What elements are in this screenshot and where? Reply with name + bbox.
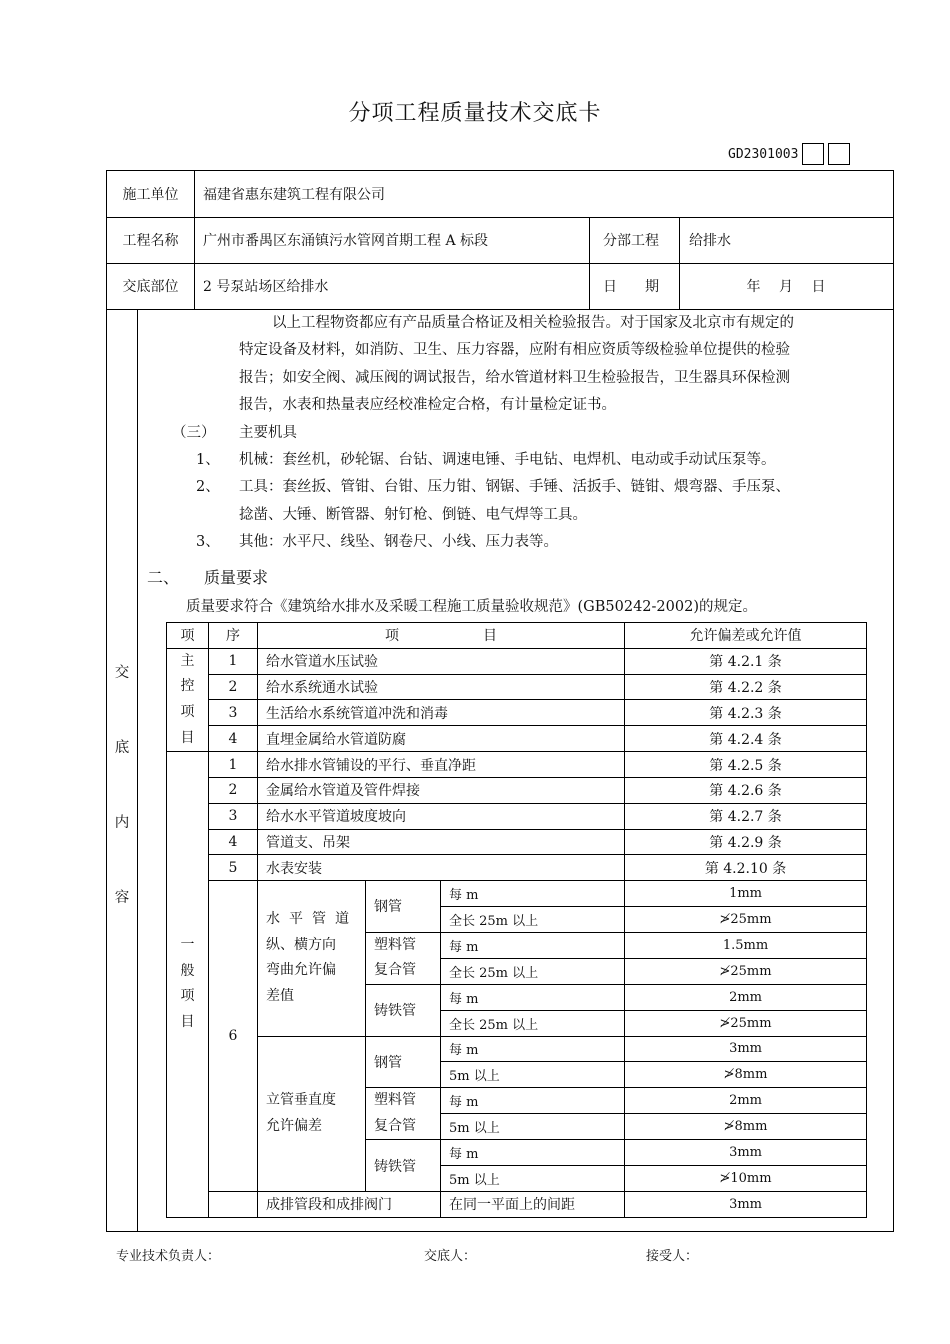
table-row [167, 1036, 867, 1062]
row-value: 2mm [625, 1088, 867, 1114]
label-char: 目 [180, 1014, 195, 1031]
quality-standards-table [166, 622, 867, 1218]
row-item: 管道支、吊架 [258, 829, 625, 855]
row-item: 给水排水管铺设的平行、垂直净距 [258, 752, 625, 778]
material-name: 铸铁管 [374, 1158, 416, 1175]
discloser-signature: 交底人： [424, 1249, 477, 1264]
vertical-deviation-label [258, 1036, 366, 1191]
receiver-signature: 接受人： [646, 1249, 699, 1264]
label-char: 项 [180, 988, 195, 1005]
unit-value: 福建省惠东建筑工程有限公司 [203, 187, 385, 203]
side-label-char: 内 [114, 815, 130, 831]
condition: 每 m [441, 881, 625, 907]
material-name: 复合管 [374, 1117, 416, 1134]
row-item: 给水水平管道坡度坡向 [258, 803, 625, 829]
material-name: 复合管 [374, 962, 416, 979]
label-line: 纵、横方向 [266, 936, 336, 953]
section2-title: 质量要求 [204, 568, 269, 587]
table-row [167, 829, 867, 855]
table-row [167, 777, 867, 803]
row-seq: 1 [209, 648, 258, 674]
paragraph-line: 报告；如安全阀、减压阀的调试报告，给水管道材料卫生检验报告，卫生器具环保检测 [239, 369, 790, 386]
row-seq: 2 [209, 674, 258, 700]
condition: 每 m [441, 1088, 625, 1114]
material-name: 铸铁管 [374, 1003, 416, 1020]
row-value: 第 4.2.2 条 [625, 674, 867, 700]
part-label: 交底部位 [122, 279, 179, 295]
tool-text: 工具：套丝扳、管钳、台钳、压力钳、钢锯、手锤、活扳手、链钳、煨弯器、手压泵、 [239, 479, 790, 496]
label-char: 主 [180, 652, 195, 669]
row-value: 第 4.2.5 条 [625, 752, 867, 778]
row-seq: 3 [209, 803, 258, 829]
header-allow: 允许偏差或允许值 [625, 623, 867, 649]
code-box-2 [828, 143, 850, 165]
section2-number: 二、 [147, 568, 180, 587]
row-value: 3mm [625, 1140, 867, 1166]
table-row [167, 881, 867, 907]
tool-text-continued: 捻凿、大锤、断管器、射钉枪、倒链、电气焊等工具。 [239, 506, 587, 523]
row-seq: 2 [209, 777, 258, 803]
row-value: ≯8mm [625, 1062, 867, 1088]
section3-title: 主要机具 [239, 424, 297, 441]
row-item: 直埋金属给水管道防腐 [258, 726, 625, 752]
label-char: 目 [180, 729, 195, 746]
table-row [167, 648, 867, 674]
division-value: 给排水 [689, 233, 731, 249]
row-value: ≯25mm [625, 906, 867, 932]
row-value: 第 4.2.9 条 [625, 829, 867, 855]
condition: 在同一平面上的间距 [441, 1191, 625, 1217]
material-name: 塑料管 [374, 936, 416, 953]
side-label-char: 底 [114, 740, 130, 756]
part-value: 2 号泵站场区给排水 [203, 279, 329, 295]
label-char: 项 [180, 703, 195, 720]
table-row [167, 803, 867, 829]
tech-lead-signature: 专业技术负责人： [116, 1249, 221, 1264]
label-char: 控 [180, 678, 195, 695]
row-item: 水表安装 [258, 855, 625, 881]
material-cell [366, 1088, 441, 1140]
side-column-divider [137, 309, 138, 1231]
project-value: 广州市番禺区东涌镇污水管网首期工程 A 标段 [203, 233, 489, 249]
date-label: 日 期 [603, 279, 659, 295]
row-value: 2mm [625, 984, 867, 1010]
table-row [167, 700, 867, 726]
row-value: 第 4.2.1 条 [625, 648, 867, 674]
document-code [728, 142, 850, 166]
label-char: 般 [180, 962, 195, 979]
row-value: ≯8mm [625, 1114, 867, 1140]
row-value: 3mm [625, 1191, 867, 1217]
label-line: 允许偏差 [266, 1117, 322, 1134]
quality-intro: 质量要求符合《建筑给水排水及采暖工程施工质量验收规范》(GB50242-2002)的规定。 [186, 599, 757, 615]
table-row [167, 674, 867, 700]
row-item: 成排管段和成排阀门 [258, 1191, 441, 1217]
row-seq: 4 [209, 726, 258, 752]
material-cell [366, 984, 441, 1036]
col-divider [194, 171, 195, 309]
document-code-text: GD2301003 [728, 146, 799, 162]
condition: 全长 25m 以上 [441, 1010, 625, 1036]
label-line: 差值 [266, 987, 294, 1004]
unit-label: 施工单位 [122, 187, 179, 203]
material-name: 塑料管 [374, 1092, 416, 1109]
row-seq: 4 [209, 829, 258, 855]
main-control-label [167, 648, 209, 751]
label-line: 水平管道 [266, 911, 358, 928]
code-box-1 [802, 143, 824, 165]
table-header-row [167, 623, 867, 649]
row-value: 1mm [625, 881, 867, 907]
row-value: 第 4.2.6 条 [625, 777, 867, 803]
row-value: ≯10mm [625, 1166, 867, 1192]
condition: 全长 25m 以上 [441, 958, 625, 984]
condition: 每 m [441, 932, 625, 958]
row-seq: 5 [209, 855, 258, 881]
material-cell [366, 1036, 441, 1088]
header-item: 项 目 [258, 623, 625, 649]
row-value: ≯25mm [625, 1010, 867, 1036]
tool-text: 机械：套丝机，砂轮锯、台钻、调速电锤、手电钻、电焊机、电动或手动试压泵等。 [239, 452, 776, 468]
row-item: 给水系统通水试验 [258, 674, 625, 700]
material-cell [366, 881, 441, 933]
condition: 每 m [441, 1140, 625, 1166]
row-value: 第 4.2.10 条 [625, 855, 867, 881]
row-seq: 6 [209, 881, 258, 1192]
table-row [167, 1191, 867, 1217]
material-cell [366, 932, 441, 984]
table-row [167, 855, 867, 881]
tool-number: 2、 [196, 479, 220, 496]
label-line: 立管垂直度 [266, 1092, 336, 1109]
table-row [167, 752, 867, 778]
tool-number: 3、 [196, 534, 220, 551]
row-value: 3mm [625, 1036, 867, 1062]
label-line: 弯曲允许偏 [266, 962, 336, 979]
row-value: 第 4.2.3 条 [625, 700, 867, 726]
row-value: 第 4.2.4 条 [625, 726, 867, 752]
col-divider [589, 217, 590, 309]
header-type: 项 [167, 623, 209, 649]
material-name: 钢管 [374, 899, 402, 916]
table-row [167, 726, 867, 752]
row-seq: 3 [209, 700, 258, 726]
horizontal-deviation-label [258, 881, 366, 1036]
condition: 5m 以上 [441, 1062, 625, 1088]
paragraph-line: 以上工程物资都应有产品质量合格证及相关检验报告。对于国家及北京市有规定的 [272, 315, 794, 331]
section3-number: （三） [172, 424, 216, 441]
condition: 每 m [441, 984, 625, 1010]
tool-number: 1、 [196, 452, 220, 468]
paragraph-line: 特定设备及材料，如消防、卫生、压力容器，应附有相应资质等级检验单位提供的检验 [239, 342, 790, 359]
condition: 5m 以上 [441, 1114, 625, 1140]
label-char: 一 [180, 937, 195, 954]
project-label: 工程名称 [122, 233, 179, 249]
date-value: 年 月 日 [746, 279, 826, 295]
row-item: 金属给水管道及管件焊接 [258, 777, 625, 803]
general-label [167, 752, 209, 1218]
row-seq-empty [209, 1191, 258, 1217]
material-cell [366, 1140, 441, 1192]
paragraph-line: 报告，水表和热量表应经校准检定合格，有计量检定证书。 [239, 397, 616, 414]
side-label-char: 容 [114, 890, 130, 906]
header-seq: 序 [209, 623, 258, 649]
side-label-char: 交 [114, 665, 130, 681]
division-label: 分部工程 [603, 233, 659, 249]
condition: 每 m [441, 1036, 625, 1062]
material-name: 钢管 [374, 1054, 402, 1071]
page-title: 分项工程质量技术交底卡 [348, 101, 602, 126]
condition: 全长 25m 以上 [441, 906, 625, 932]
row-item: 生活给水系统管道冲洗和消毒 [258, 700, 625, 726]
row-item: 给水管道水压试验 [258, 648, 625, 674]
row-value: 1.5mm [625, 932, 867, 958]
condition: 5m 以上 [441, 1166, 625, 1192]
row-value: ≯25mm [625, 958, 867, 984]
tool-text: 其他：水平尺、线坠、钢卷尺、小线、压力表等。 [239, 534, 558, 551]
row-value: 第 4.2.7 条 [625, 803, 867, 829]
row-seq: 1 [209, 752, 258, 778]
